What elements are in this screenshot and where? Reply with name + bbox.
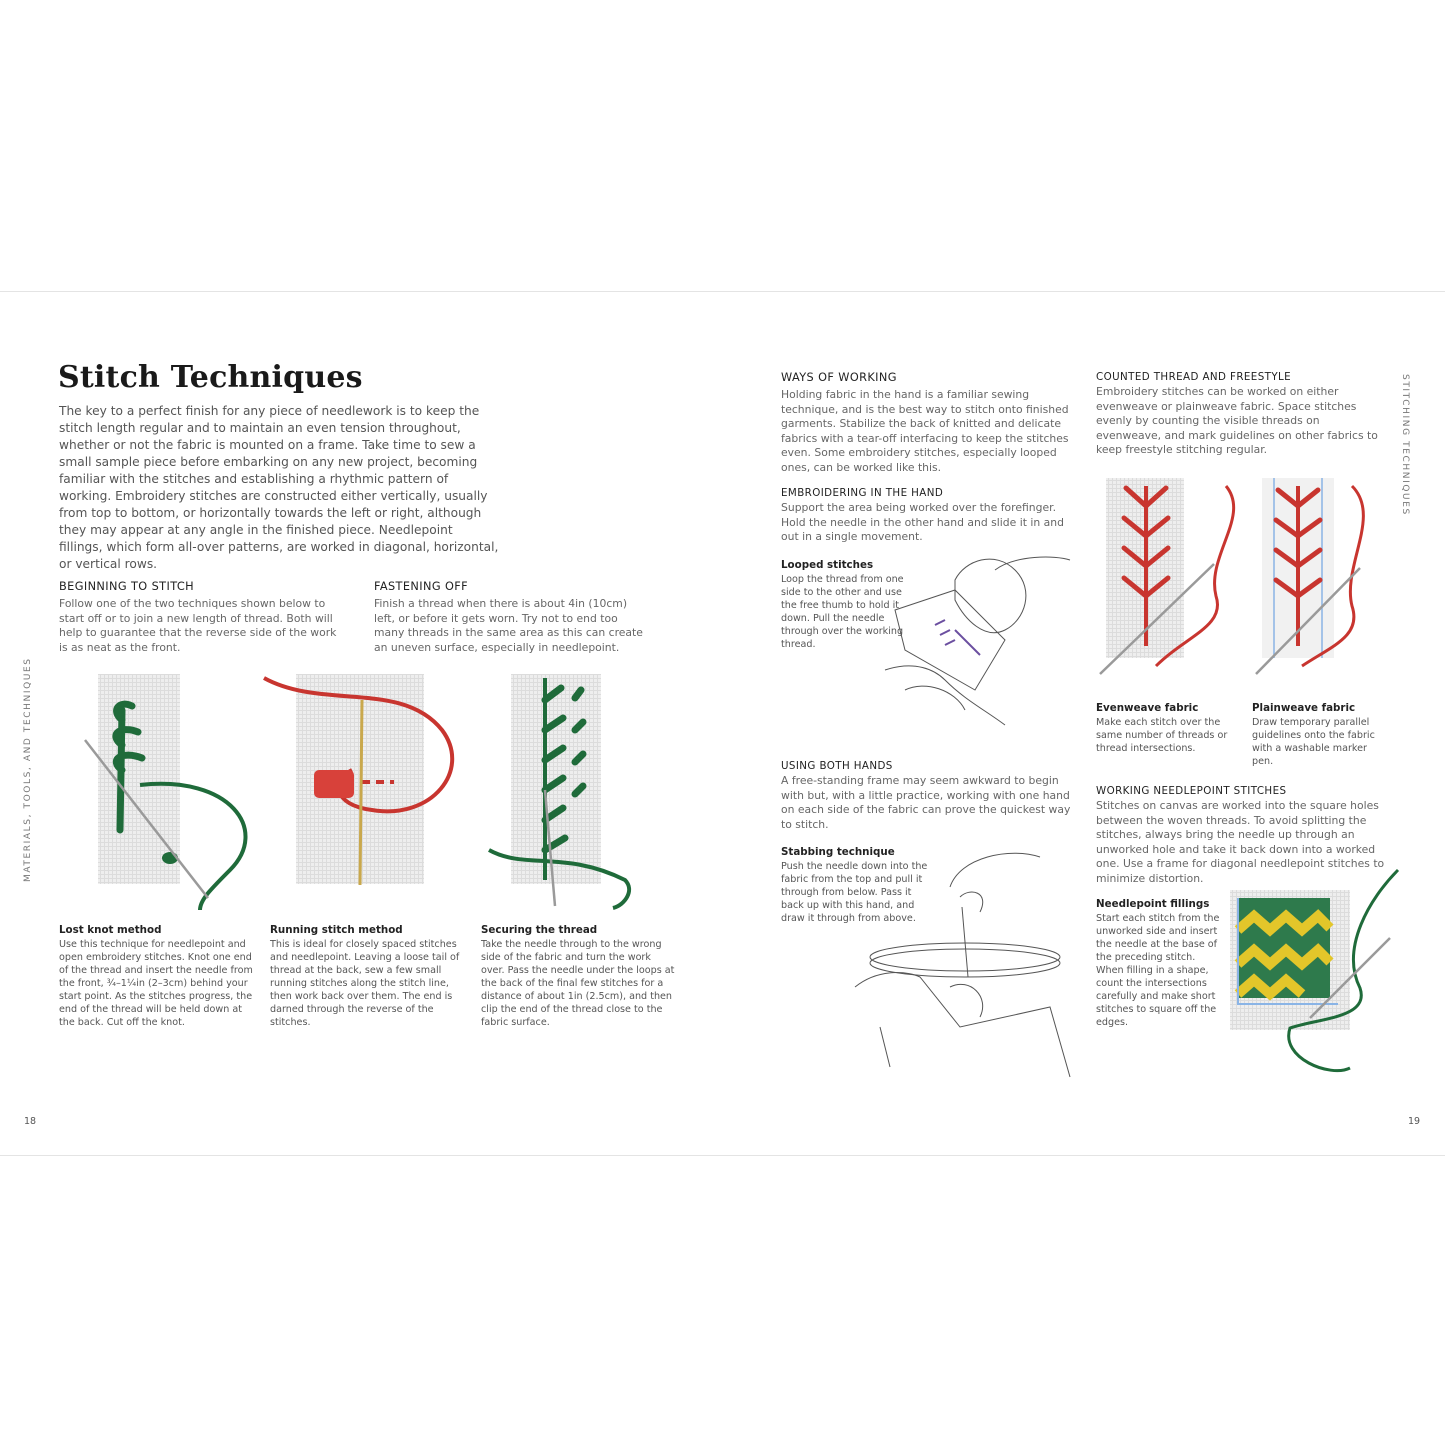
plainweave-title: Plainweave fabric <box>1252 702 1356 714</box>
beginning-heading: BEGINNING TO STITCH <box>59 580 195 593</box>
stabbing-text: Push the needle down into the fabric from the top and pull it through from below. Pass it back up with this hand, and draw it through from above. <box>781 861 928 924</box>
ways-heading: WAYS OF WORKING <box>781 371 897 384</box>
caption-lost-knot-title: Lost knot method <box>59 924 162 936</box>
lost-knot-image <box>80 670 260 910</box>
caption-running-stitch-text: This is ideal for closely spaced stitches and needlepoint. Leaving a loose tail of thread at the back, sew a few small running stitches along the stitch line, then work back over them. The end is darned through the reverse of the stitches. <box>270 939 460 1028</box>
frame-stabbing-drawing <box>850 847 1075 1082</box>
caption-securing-title: Securing the thread <box>481 924 598 936</box>
looped-text: Loop the thread from one side to the other and use the free thumb to hold it down. Pull the needle through over the working thread. <box>781 574 904 650</box>
book-spread <box>0 291 1445 1156</box>
evenweave-image <box>1096 476 1251 676</box>
hand-embroidery-drawing <box>885 550 1075 730</box>
page-number-left: 18 <box>24 1116 37 1127</box>
page-number-right: 19 <box>1408 1116 1421 1127</box>
both-hands-heading: USING BOTH HANDS <box>781 760 893 772</box>
evenweave-text: Make each stitch over the same number of threads or thread intersections. <box>1096 717 1228 754</box>
caption-securing-text: Take the needle through to the wrong side of the fabric and turn the work over. Pass the needle under the loops at the back of the final few stitches for a distance of about 1in (2.5cm), and then clip the end of the thread close to the fabric surface. <box>481 939 675 1028</box>
fillings-text: Start each stitch from the unworked side and insert the needle at the base of the preceding stitch. When filling in a shape, count the intersections carefully and make short stitches to square off the edges. <box>1096 913 1220 1028</box>
both-hands-text: A free-standing frame may seem awkward to begin with but, with a little practice, working with one hand on each side of the fabric can prove the quickest way to stitch. <box>781 774 1071 831</box>
stabbing-title: Stabbing technique <box>781 846 895 858</box>
securing-thread-image <box>485 670 645 910</box>
counted-heading: COUNTED THREAD AND FREESTYLE <box>1096 371 1292 383</box>
beginning-text: Follow one of the two techniques shown below to start off or to join a new length of thread. Both will help to guarantee that the reverse side of the work is as neat as the front. <box>59 597 337 654</box>
right-side-label: STITCHING TECHNIQUES <box>1400 374 1410 516</box>
ways-text: Holding fabric in the hand is a familiar sewing technique, and is the best way to stitch onto finished garments. Stabilize the back of knitted and delicate fabrics with a tear-off interfacing to keep the stitches even. Some embroidery stitches, especially looped ones, can be worked like this. <box>781 388 1069 474</box>
needlepoint-text: Stitches on canvas are worked into the square holes between the woven threads. To avoid splitting the stitches, always bring the needle up through an unworked hole and take it back down into a worked one. Use a frame for diagonal needlepoint stitches to minimize distortion. <box>1096 799 1385 885</box>
evenweave-title: Evenweave fabric <box>1096 702 1199 714</box>
caption-running-stitch-title: Running stitch method <box>270 924 403 936</box>
needlepoint-fillings-image <box>1220 868 1400 1088</box>
intro-paragraph: The key to a perfect finish for any piece of needlework is to keep the stitch length regular and to maintain an even tension throughout, whether or not the fabric is mounted on a frame. Take time to sew a small sample piece before embarking on any new project, becoming familiar with the stitches and establishing a rhythmic pattern of working. Embroidery stitches are constructed either vertically, usually from top to bottom, or horizontally towards the left or right, although they may appear at any angle in the finished piece. Needlepoint fillings, which form all-over patterns, are worked in diagonal, horizontal, or vertical rows. <box>59 404 499 571</box>
in-hand-heading: EMBROIDERING IN THE HAND <box>781 487 944 499</box>
counted-text: Embroidery stitches can be worked on either evenweave or plainweave fabric. Space stitches evenly by counting the visible threads on evenweave, and mark guidelines on other fabrics to keep freestyle stitching regular. <box>1096 385 1378 456</box>
needlepoint-heading: WORKING NEEDLEPOINT STITCHES <box>1096 785 1287 797</box>
page-title: Stitch Techniques <box>58 360 363 395</box>
left-side-label: MATERIALS, TOOLS, AND TECHNIQUES <box>23 657 33 882</box>
looped-title: Looped stitches <box>781 559 874 571</box>
fillings-title: Needlepoint fillings <box>1096 898 1210 910</box>
fastening-text: Finish a thread when there is about 4in (10cm) left, or before it gets worn. Try not to end too many threads in the same area as this can create an uneven surface, especially in needlepoint. <box>374 597 643 654</box>
plainweave-image <box>1252 476 1387 676</box>
running-stitch-image <box>262 670 472 910</box>
fastening-heading: FASTENING OFF <box>374 580 469 593</box>
plainweave-text: Draw temporary parallel guidelines onto the fabric with a washable marker pen. <box>1252 717 1375 767</box>
caption-lost-knot-text: Use this technique for needlepoint and open embroidery stitches. Knot one end of the thread and insert the needle from the front, ¾–1¼in (2–3cm) behind your start point. As the stitches progress, the end of the thread will be held down at the back. Cut off the knot. <box>59 939 253 1028</box>
in-hand-text: Support the area being worked over the forefinger. Hold the needle in the other hand and slide it in and out in a single movement. <box>781 501 1064 543</box>
